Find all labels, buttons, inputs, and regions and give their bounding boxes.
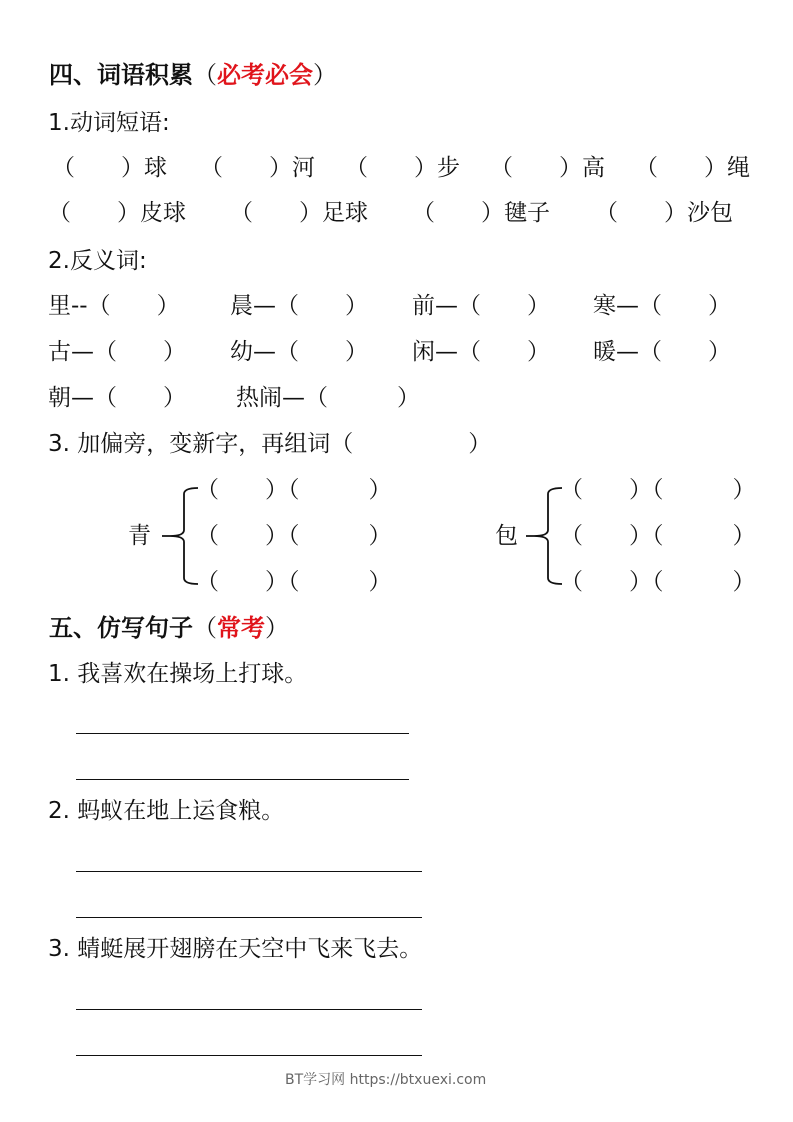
footer-watermark: BT学习网 https://btxuexi.com [285,1072,487,1088]
antonym-blank[interactable]: 热闹—（ ） [236,385,420,411]
verb-phrase-blank[interactable]: （ ）绳 [635,155,750,181]
verb-phrase-blank[interactable]: （ ）球 [52,155,167,181]
q1-label: 1.动词短语: [48,110,170,136]
antonym-blank[interactable]: 幼—（ ） [230,339,368,365]
antonym-blank[interactable]: 闲—（ ） [412,339,550,365]
antonym-blank[interactable]: 里--（ ） [48,293,180,319]
sentence-prompt: 2. 蚂蚁在地上运食粮。 [48,798,285,824]
antonym-blank[interactable]: 前—（ ） [412,293,550,319]
frequently-tested-badge: 常考 [217,614,265,642]
answer-line[interactable] [76,871,422,872]
q3-label: 3. 加偏旁，变新字，再组词（ ） [48,431,492,457]
answer-line[interactable] [76,1009,422,1010]
brace-icon [160,486,200,586]
antonym-blank[interactable]: 朝—（ ） [48,385,186,411]
radical-word-blank[interactable]: （ ）（ ） [196,523,392,549]
radical-word-blank[interactable]: （ ）（ ） [196,477,392,503]
verb-phrase-blank[interactable]: （ ）毽子 [412,200,550,226]
must-know-badge: 必考必会 [217,61,313,89]
base-character: 青 [128,523,151,549]
answer-line[interactable] [76,917,422,918]
radical-word-blank[interactable]: （ ）（ ） [196,569,392,595]
radical-word-blank[interactable]: （ ）（ ） [560,477,756,503]
antonym-blank[interactable]: 寒—（ ） [593,293,731,319]
verb-phrase-blank[interactable]: （ ）皮球 [48,200,186,226]
section-4-title: 四、词语积累 [49,61,193,89]
section-4-heading: 四、词语积累（必考必会） [49,61,337,89]
answer-line[interactable] [76,1055,422,1056]
base-character: 包 [495,523,518,549]
verb-phrase-blank[interactable]: （ ）步 [345,155,460,181]
brace-icon [524,486,564,586]
verb-phrase-blank[interactable]: （ ）足球 [230,200,368,226]
radical-word-blank[interactable]: （ ）（ ） [560,569,756,595]
antonym-blank[interactable]: 暖—（ ） [593,339,731,365]
answer-line[interactable] [76,779,409,780]
sentence-prompt: 3. 蜻蜓展开翅膀在天空中飞来飞去。 [48,936,423,962]
answer-line[interactable] [76,733,409,734]
verb-phrase-blank[interactable]: （ ）河 [200,155,315,181]
verb-phrase-blank[interactable]: （ ）沙包 [595,200,733,226]
antonym-blank[interactable]: 古—（ ） [48,339,186,365]
section-5-heading: 五、仿写句子（常考） [49,614,289,642]
section-5-title: 五、仿写句子 [49,614,193,642]
antonym-blank[interactable]: 晨—（ ） [230,293,368,319]
q2-label: 2.反义词: [48,248,147,274]
radical-word-blank[interactable]: （ ）（ ） [560,523,756,549]
verb-phrase-blank[interactable]: （ ）高 [490,155,605,181]
sentence-prompt: 1. 我喜欢在操场上打球。 [48,661,308,687]
